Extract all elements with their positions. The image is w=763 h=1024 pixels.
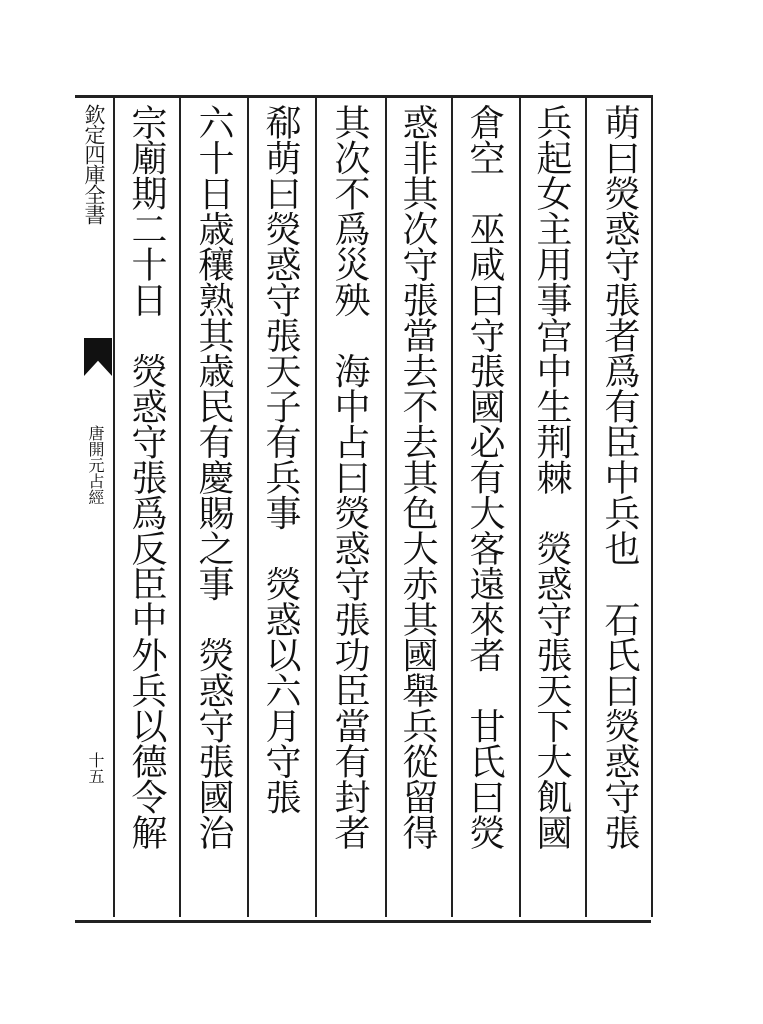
text-column-3: 倉空 巫咸曰守張國必有大客遠來者 甘氏曰熒 [464,104,505,850]
column-rule [179,95,181,917]
text-column-2: 兵起女主用事宫中生荆棘 熒惑守張天下大飢國 [531,104,572,850]
page-border-right [651,95,653,917]
margin-rule [113,95,115,917]
margin-chapter-title: 唐開元占經 [86,425,105,505]
column-rule [451,95,453,917]
text-column-7: 六十日歳穰熟其歳民有慶賜之事 熒惑守張國治 [193,104,234,850]
column-rule [315,95,317,917]
margin-page-number: 十五 [86,752,105,784]
column-rule [385,95,387,917]
column-rule [247,95,249,917]
margin-book-title: 欽定四庫全書 [82,104,106,224]
text-column-5: 其次不爲災殃 海中占曰熒惑守張功臣當有封者 [329,104,370,850]
text-column-4: 惑非其次守張當去不去其色大赤其國舉兵從留得 [397,104,438,850]
text-column-8: 宗廟期二十日 熒惑守張爲反臣中外兵以德令解 [126,104,167,850]
text-column-1: 萌曰熒惑守張者爲有臣中兵也 石氏曰熒惑守張 [599,104,640,850]
text-column-6: 郗萌曰熒惑守張天子有兵事 熒惑以六月守張 [260,104,301,814]
column-rule [585,95,587,917]
column-rule [519,95,521,917]
